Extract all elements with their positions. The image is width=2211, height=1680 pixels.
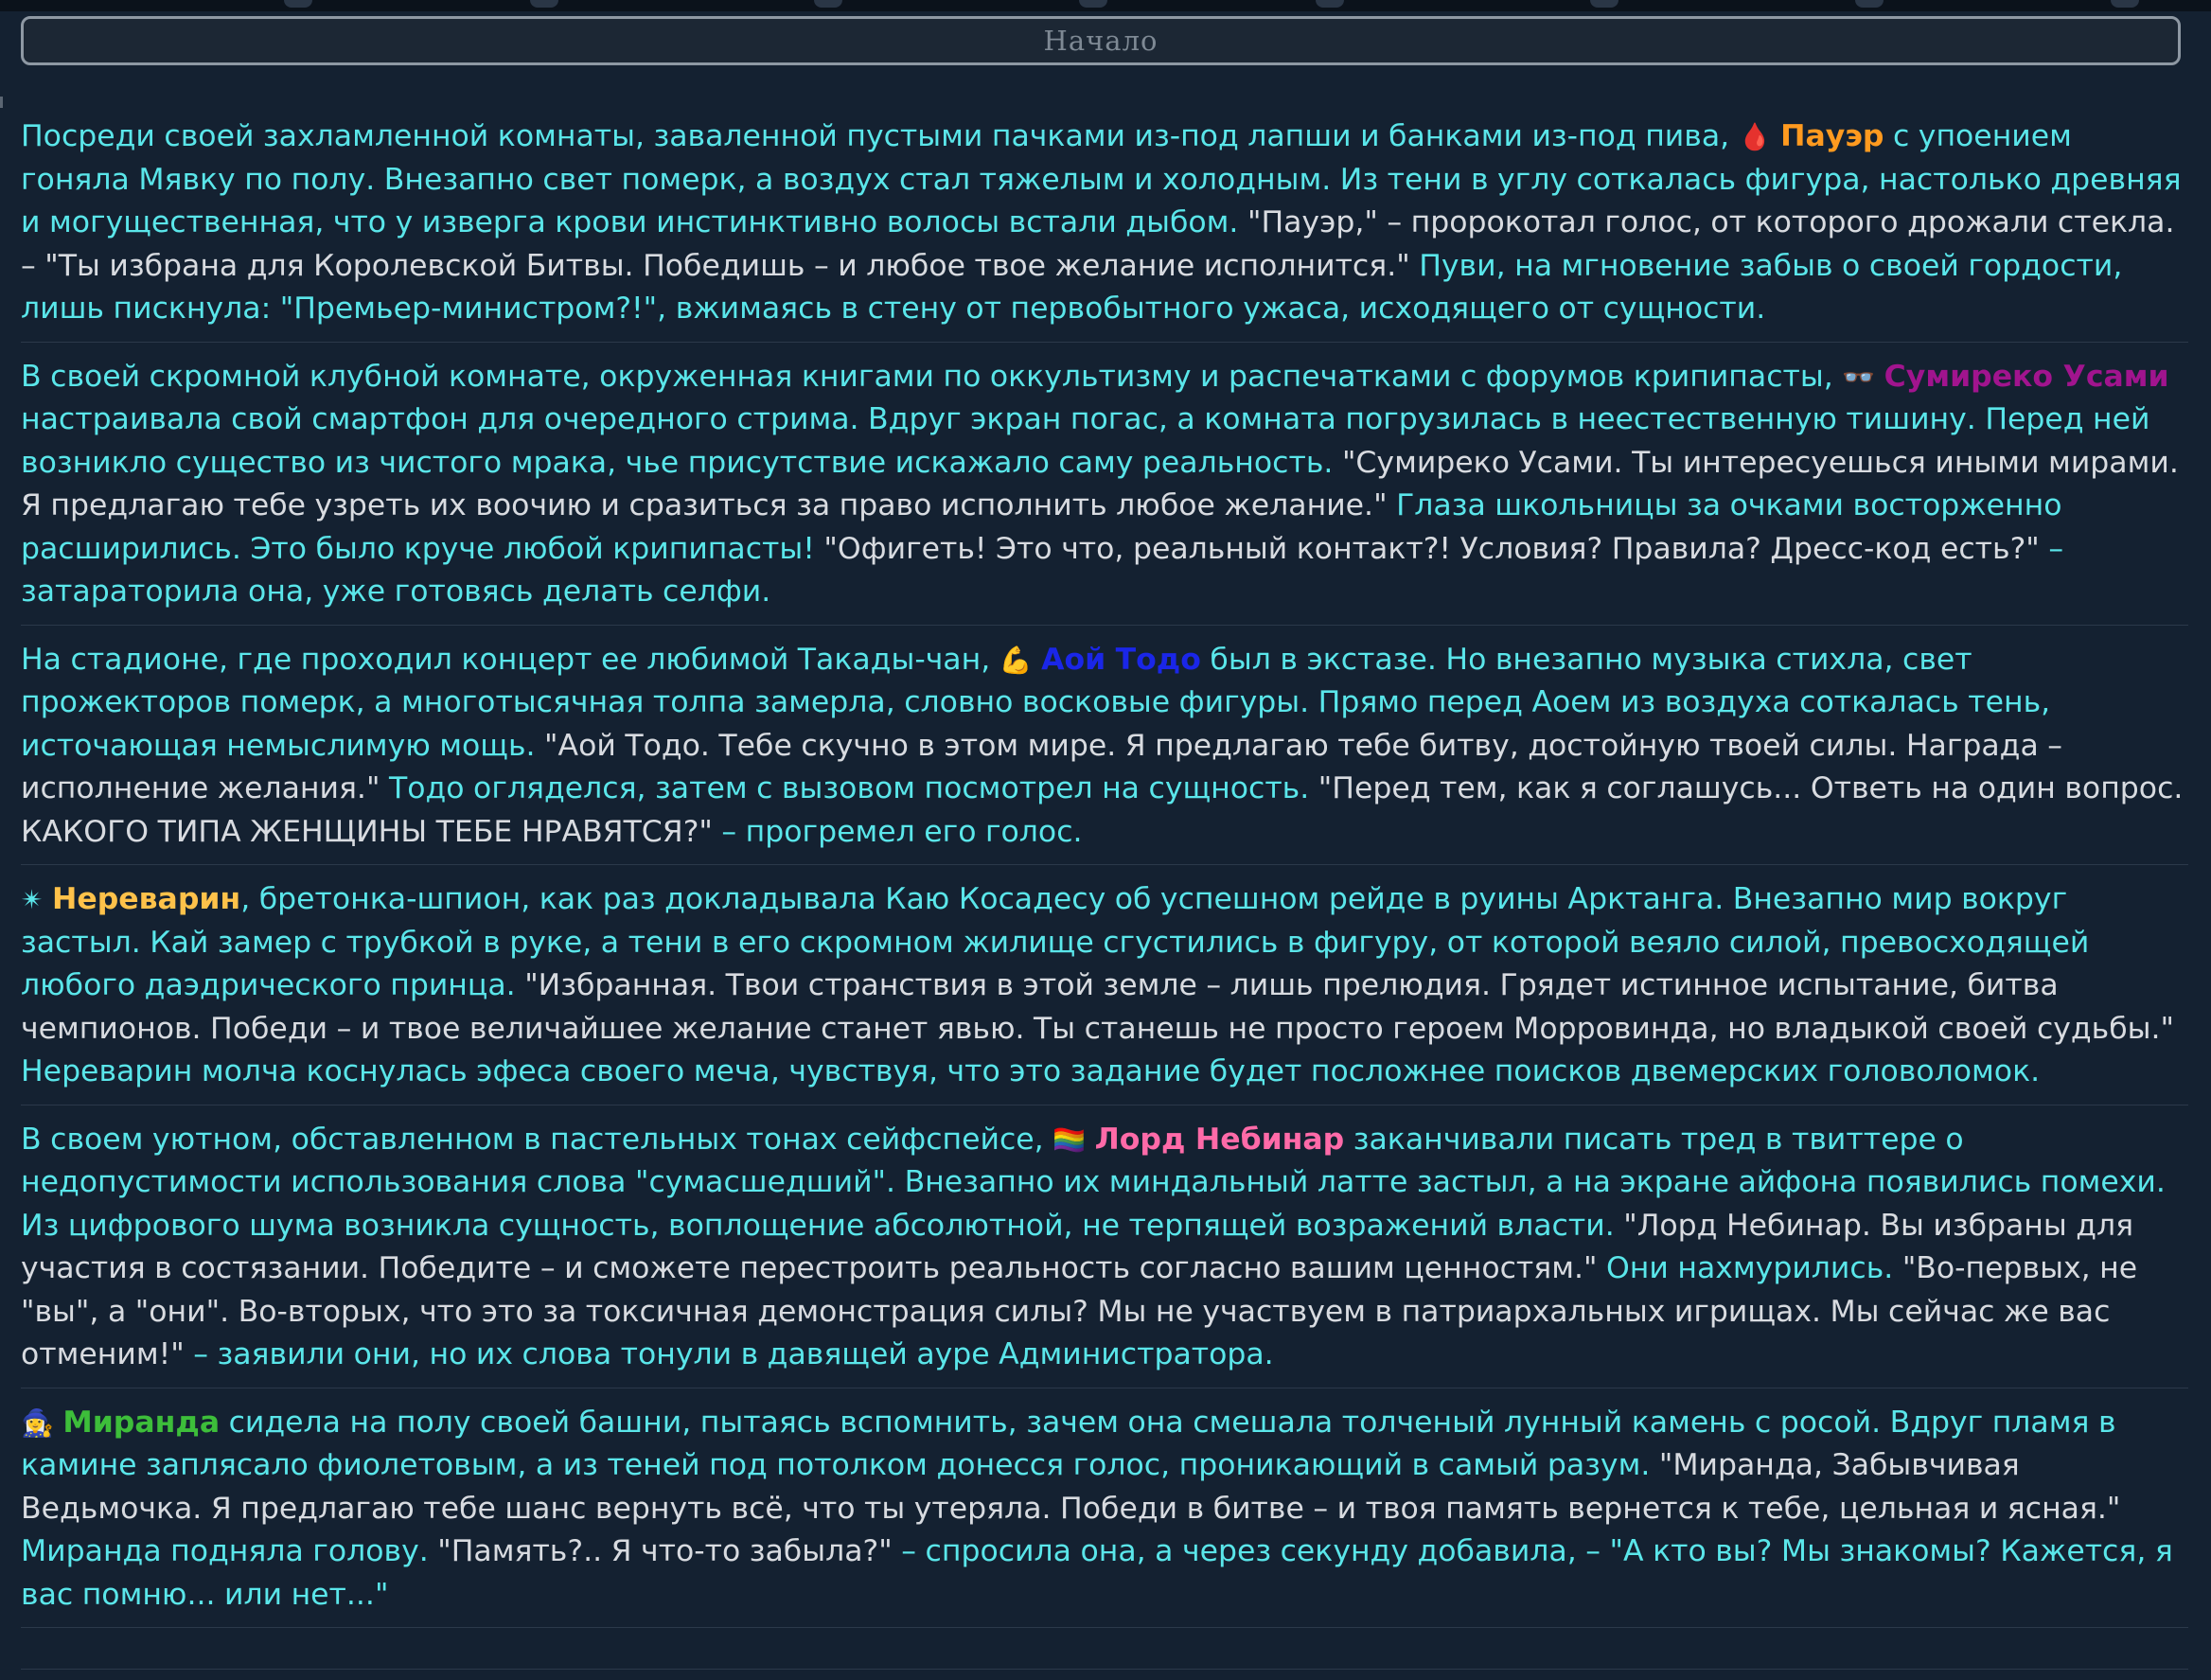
toolbar-icon[interactable] [1079,0,1107,8]
story-entry [21,1399,2188,1629]
toolbar-icon[interactable] [2111,0,2139,8]
character-name: Нереварин [51,882,241,916]
glasses-icon: 👓 [1842,361,1876,393]
entry-narration-text: с упоением гоняла Мявку по полу. Внезапно свет померк, а воздух стал тяжелым и холодным. Из тени в углу соткалась фигура, настолько древняя и могущественная, что у изверга крови инстинктивно волосы встали дыбом. [21,119,2182,239]
side-marker [0,97,3,108]
entry-speech-text: "Лорд Небинар. Вы избраны для участия в состязании. Победите – и сможете перестроить реальность согласно вашим ценностям." [21,1208,2134,1285]
rainbow-flag-icon: 🏳️‍🌈 [1052,1123,1087,1156]
entry-narration-text: Тодо огляделся, затем с вызовом посмотрел на сущность. [388,771,1310,805]
entry-narration-text: заканчивали писать тред в твиттере о недопустимости использования слова "сумасшедший". Внезапно их миндальный латте застыл, а на экране айфона появились помехи. Из цифрового шума возникла сущность, воплощение абсолютной, не терпящей возражений власти. [21,1122,2166,1243]
entry-speech-text: "Во-первых, не "вы", а "они". Во-вторых, что это за токсичная демонстрация силы? Мы не участвуем в патриархальных игрищах. Мы сейчас же вас отменим!" [21,1251,2138,1371]
story-entry [21,1116,2188,1388]
blood-drop-icon: 🩸 [1738,121,1772,152]
top-toolbar [0,0,2211,11]
entry-intro-text: В своем уютном, обставленном в пастельных тонах сейфспейсе, [21,1122,1044,1157]
story-entry [21,113,2188,343]
toolbar-icon[interactable] [1590,0,1618,8]
entry-speech-text: "Сумиреко Усами. Ты интересуешься иными мирами. Я предлагаю тебе узреть их воочию и сразиться за право исполнить любое желание." [21,445,2179,522]
entry-narration-text: был в экстазе. Но внезапно музыка стихла, свет прожекторов померк, а многотысячная толпа замерла, словно восковые фигуры. Прямо перед Аоем из воздуха соткалась тень, источающая немыслимую мощь. [21,642,2051,763]
toolbar-icon[interactable] [1855,0,1884,8]
witch-icon: 🧙‍♀️ [21,1406,54,1439]
entry-speech-text: "Аой Тодо. Тебе скучно в этом мире. Я предлагаю тебе битву, достойную твоей силы. Награда – исполнение желания." [21,728,2063,805]
character-name: Аой Тодо [1041,642,1201,677]
entry-narration-text: сидела на полу своей башни, пытаясь вспомнить, зачем она смешала толченый лунный камень с росой. Вдруг пламя в камине заплясало фиолетовым, а из теней под потолком донесся голос, проникающий в самый разум. [21,1405,2116,1482]
entry-narration-text: – спросила она, а через секунду добавила, – "А кто вы? Мы знакомы? Кажется, я вас помню... или нет..." [21,1534,2173,1612]
story-feed [21,113,2188,1680]
character-name: Сумиреко Усами [1884,359,2169,394]
flexed-biceps-icon: 💪 [999,644,1033,676]
entry-speech-text: "Миранда, Забывчивая Ведьмочка. Я предлагаю тебе шанс вернуть всё, что ты утеряла. Победи в битве – и твоя память вернется к тебе, цельная и ясная." [21,1448,2121,1526]
character-name: Лорд Небинар [1094,1122,1345,1157]
entry-narration-text: – заявили они, но их слова тонули в давящей ауре Администратора. [193,1337,1274,1371]
story-entry-truncated [21,1638,2188,1670]
toolbar-icon[interactable] [284,0,312,8]
character-name: Пауэр [1780,119,1884,153]
entry-speech-text: "Перед тем, как я соглашусь... Ответь на один вопрос. КАКОГО ТИПА ЖЕНЩИНЫ ТЕБЕ НРАВЯТСЯ?" [21,771,2184,849]
toolbar-icon[interactable] [1316,0,1344,8]
entry-narration-text: настраивала свой смартфон для очередного стрима. Вдруг экран погас, а комната погрузилась в неестественную тишину. Перед ней возникло существо из чистого мрака, чье присутствие искажало саму реальность. [21,402,2150,480]
toolbar-icon[interactable] [814,0,842,8]
story-entry [21,875,2188,1105]
entry-intro-text: На стадионе, где проходил концерт ее любимой Такады-чан, [21,642,991,677]
entry-intro-text: Посреди своей захламленной комнаты, заваленной пустыми пачками из-под лапши и банками из-под пива, [21,119,1730,153]
story-entry [21,636,2188,866]
entry-narration-text: Нереварин молча коснулась эфеса своего меча, чувствуя, что это задание будет посложнее поисков двемерских головоломок. [21,1054,2041,1088]
entry-intro-text: В своей скромной клубной комнате, окруженная книгами по оккультизму и распечатками с форумов крипипасты, [21,359,1833,394]
character-name: Миранда [62,1405,221,1440]
entry-speech-text: "Офигеть! Это что, реальный контакт?! Условия? Правила? Дресс-код есть?" [823,531,2040,566]
entry-narration-text: Миранда подняла голову. [21,1534,429,1568]
entry-narration-text: Они нахмурились. [1606,1251,1894,1285]
entry-narration-text: Пуви, на мгновение забыв о своей гордости, лишь пискнула: "Премьер-министром?!", вжимаясь в стену от первобытного ужаса, исходящего от сущности. [21,248,2123,326]
entry-speech-text: "Память?.. Я что-то забыла?" [437,1534,893,1568]
entry-narration-text: , бретонка-шпион, как раз докладывала Каю Косадесу об успешном рейде в руины Арктанга. Внезапно мир вокруг застыл. Кай замер с трубкой в руке, а тени в его скромном жилище сгустились в фигуру, от которой веяло силой, превосходящей любого даэдрического принца. [21,882,2090,1002]
entry-narration-text: Глаза школьницы за очками восторженно расширились. Это было круче любой крипипасты! [21,488,2062,566]
entry-speech-text: "Избранная. Твои странствия в этой земле – лишь прелюдия. Грядет истинное испытание, битва чемпионов. Победи – и твое величайшее желание станет явью. Ты станешь не просто героем Морровинда, но владыкой своей судьбы." [21,968,2175,1046]
section-header[interactable]: Начало [21,16,2181,65]
entry-narration-text: – прогремел его голос. [721,814,1083,849]
star-sparkle-icon: ✴ [21,884,44,915]
entry-narration-text: – затараторила она, уже готовясь делать селфи. [21,531,2064,609]
toolbar-icon[interactable] [530,0,558,8]
story-entry [21,353,2188,626]
entry-speech-text: "Пауэр," – пророкотал голос, от которого дрожали стекла. – "Ты избрана для Королевской Битвы. Победишь – и любое твое желание исполнится." [21,205,2175,283]
